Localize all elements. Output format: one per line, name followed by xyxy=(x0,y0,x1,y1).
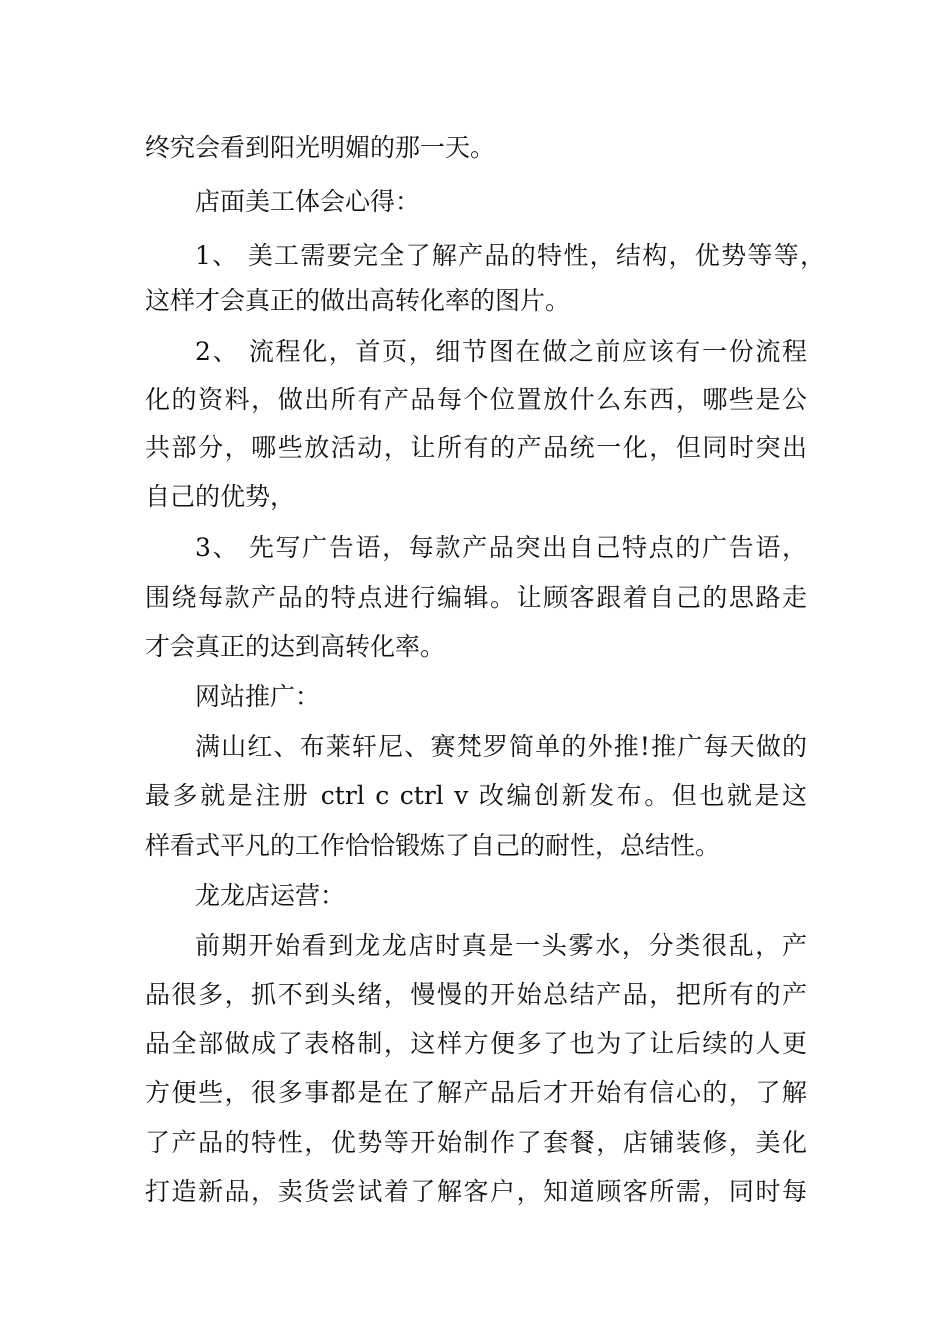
text-line: 围绕每款产品的特点进行编辑。让顾客跟着自己的思路走 xyxy=(145,583,807,612)
text-line: 才会真正的达到高转化率。 xyxy=(145,632,446,661)
text-line: 1、 美工需要完全了解产品的特性，结构，优势等等， xyxy=(195,241,825,270)
text-line: 方便些，很多事都是在了解产品后才开始有信心的，了解 xyxy=(145,1078,807,1107)
text-line: 打造新品，卖货尝试着了解客户，知道顾客所需，同时每 xyxy=(145,1177,807,1206)
text-line: 共部分，哪些放活动，让所有的产品统一化，但同时突出 xyxy=(145,433,807,462)
section-heading: 店面美工体会心得： xyxy=(195,187,421,216)
text-line: 自己的优势， xyxy=(145,482,296,511)
text-line: 品全部做成了表格制，这样方便多了也为了让后续的人更 xyxy=(145,1029,807,1058)
text-line: 这样才会真正的做出高转化率的图片。 xyxy=(145,286,571,315)
text-line: 前期开始看到龙龙店时真是一头雾水，分类很乱，产 xyxy=(195,931,807,960)
text-line: 3、 先写广告语，每款产品突出自己特点的广告语， xyxy=(195,533,807,562)
text-line: 满山红、布莱轩尼、赛梵罗简单的外推!推广每天做的 xyxy=(195,732,807,761)
section-heading: 龙龙店运营： xyxy=(195,881,346,910)
section-heading: 网站推广： xyxy=(195,682,321,711)
text-line: 化的资料，做出所有产品每个位置放什么东西，哪些是公 xyxy=(145,385,807,414)
text-line: 终究会看到阳光明媚的那一天。 xyxy=(145,133,496,162)
text-line: 样看式平凡的工作恰恰锻炼了自己的耐性，总结性。 xyxy=(145,831,721,860)
text-line: 2、 流程化，首页，细节图在做之前应该有一份流程 xyxy=(195,337,807,366)
text-line: 品很多，抓不到头绪，慢慢的开始总结产品，把所有的产 xyxy=(145,980,807,1009)
text-line: 最多就是注册 ctrl c ctrl v 改编创新发布。但也就是这 xyxy=(145,781,807,810)
text-line: 了产品的特性，优势等开始制作了套餐，店铺装修，美化 xyxy=(145,1128,807,1157)
